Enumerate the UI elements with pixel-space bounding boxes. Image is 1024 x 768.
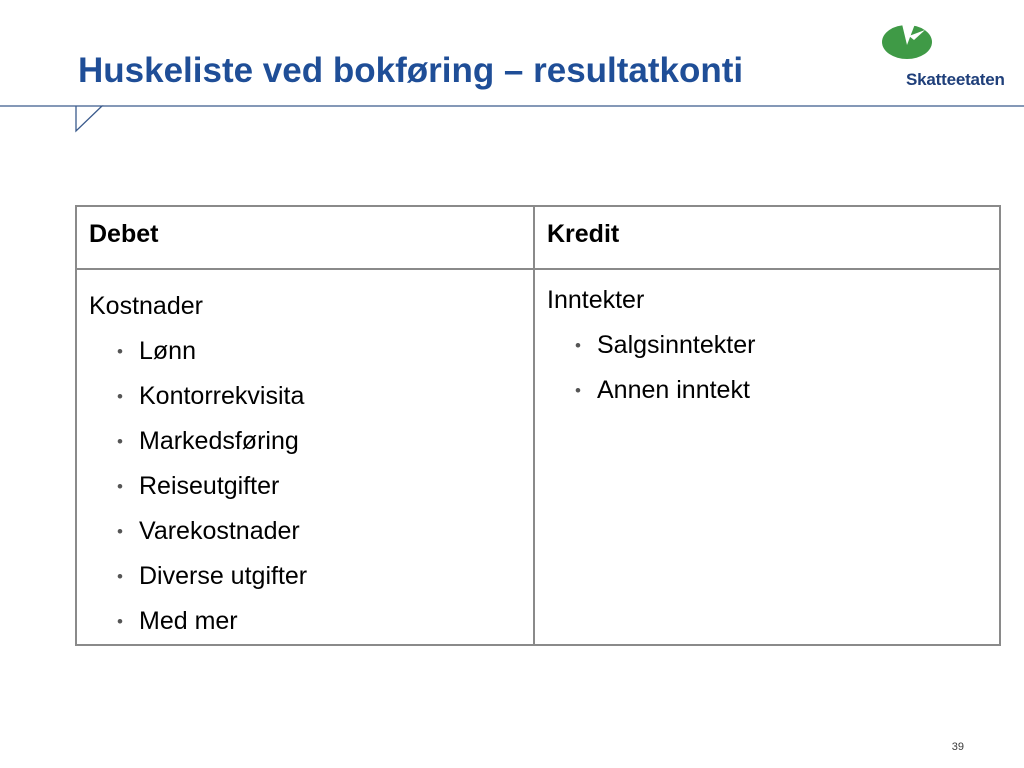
kredit-item: • Annen inntekt bbox=[575, 368, 987, 413]
debet-cell bbox=[76, 269, 534, 645]
debet-item: • Kontorrekvisita bbox=[117, 374, 521, 419]
table-body-row bbox=[76, 269, 1000, 645]
skatteetaten-leaf-icon bbox=[880, 20, 934, 64]
slide-title: Huskeliste ved bokføring – resultatkonti bbox=[78, 51, 744, 90]
kredit-heading: Inntekter bbox=[547, 286, 645, 314]
debet-item: • Reiseutgifter bbox=[117, 464, 521, 509]
debit-credit-table bbox=[75, 205, 1001, 646]
kredit-cell bbox=[534, 269, 1000, 645]
debet-heading: Kostnader bbox=[89, 292, 203, 320]
kredit-item: • Salgsinntekter bbox=[575, 323, 987, 368]
bullet-icon: • bbox=[117, 477, 123, 496]
kredit-item-list bbox=[547, 323, 987, 413]
bullet-icon: • bbox=[575, 336, 581, 355]
page-number: 39 bbox=[951, 741, 964, 753]
bullet-icon: • bbox=[117, 522, 123, 541]
bullet-icon: • bbox=[575, 381, 581, 400]
skatteetaten-logo bbox=[878, 20, 1018, 100]
debet-header: Debet bbox=[76, 206, 534, 269]
bullet-icon: • bbox=[117, 432, 123, 451]
bullet-icon: • bbox=[117, 342, 123, 361]
header-rule bbox=[0, 104, 1024, 134]
kredit-header: Kredit bbox=[534, 206, 1000, 269]
debet-item: • Diverse utgifter bbox=[117, 554, 521, 599]
debet-item: • Med mer bbox=[117, 599, 521, 644]
debet-item-list bbox=[89, 329, 521, 644]
bullet-icon: • bbox=[117, 387, 123, 406]
debet-item: • Varekostnader bbox=[117, 509, 521, 554]
debet-item: • Lønn bbox=[117, 329, 521, 374]
debet-item: • Markedsføring bbox=[117, 419, 521, 464]
table-header-row bbox=[76, 206, 1000, 269]
bullet-icon: • bbox=[117, 567, 123, 586]
logo-text: Skatteetaten bbox=[906, 70, 1005, 89]
bullet-icon: • bbox=[117, 612, 123, 631]
